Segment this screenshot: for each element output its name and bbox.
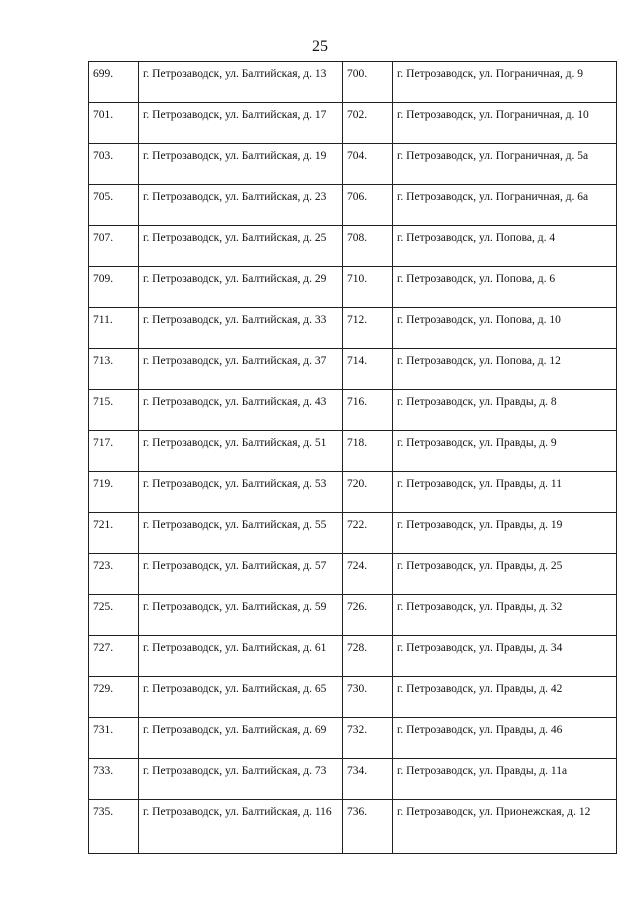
address-left: г. Петрозаводск, ул. Балтийская, д. 33 (139, 308, 343, 349)
row-number-left: 719. (89, 472, 139, 513)
row-number-right: 736. (343, 800, 393, 854)
row-number-right: 716. (343, 390, 393, 431)
address-right: г. Петрозаводск, ул. Правды, д. 8 (393, 390, 617, 431)
address-right: г. Петрозаводск, ул. Правды, д. 11а (393, 759, 617, 800)
row-number-left: 735. (89, 800, 139, 854)
row-number-right: 700. (343, 62, 393, 103)
row-number-right: 718. (343, 431, 393, 472)
address-right: г. Петрозаводск, ул. Попова, д. 12 (393, 349, 617, 390)
address-right: г. Петрозаводск, ул. Правды, д. 9 (393, 431, 617, 472)
row-number-right: 732. (343, 718, 393, 759)
row-number-left: 715. (89, 390, 139, 431)
address-table (88, 61, 617, 854)
table-row (89, 144, 617, 185)
address-left: г. Петрозаводск, ул. Балтийская, д. 43 (139, 390, 343, 431)
address-right: г. Петрозаводск, ул. Правды, д. 34 (393, 636, 617, 677)
row-number-right: 726. (343, 595, 393, 636)
row-number-left: 725. (89, 595, 139, 636)
row-number-left: 727. (89, 636, 139, 677)
table-row (89, 718, 617, 759)
address-left: г. Петрозаводск, ул. Балтийская, д. 69 (139, 718, 343, 759)
address-left: г. Петрозаводск, ул. Балтийская, д. 73 (139, 759, 343, 800)
row-number-right: 706. (343, 185, 393, 226)
address-right: г. Петрозаводск, ул. Пограничная, д. 9 (393, 62, 617, 103)
row-number-left: 705. (89, 185, 139, 226)
page-number: 25 (312, 38, 328, 55)
address-right: г. Петрозаводск, ул. Правды, д. 19 (393, 513, 617, 554)
row-number-right: 704. (343, 144, 393, 185)
table-row (89, 185, 617, 226)
address-left: г. Петрозаводск, ул. Балтийская, д. 57 (139, 554, 343, 595)
address-right: г. Петрозаводск, ул. Прионежская, д. 12 (393, 800, 617, 854)
address-left: г. Петрозаводск, ул. Балтийская, д. 17 (139, 103, 343, 144)
address-right: г. Петрозаводск, ул. Попова, д. 10 (393, 308, 617, 349)
address-right: г. Петрозаводск, ул. Правды, д. 42 (393, 677, 617, 718)
row-number-left: 729. (89, 677, 139, 718)
row-number-right: 728. (343, 636, 393, 677)
address-left: г. Петрозаводск, ул. Балтийская, д. 23 (139, 185, 343, 226)
address-left: г. Петрозаводск, ул. Балтийская, д. 25 (139, 226, 343, 267)
table-row (89, 759, 617, 800)
row-number-right: 720. (343, 472, 393, 513)
address-right: г. Петрозаводск, ул. Пограничная, д. 6а (393, 185, 617, 226)
row-number-right: 702. (343, 103, 393, 144)
table-row (89, 800, 617, 854)
row-number-right: 730. (343, 677, 393, 718)
table-row (89, 267, 617, 308)
table-row (89, 103, 617, 144)
row-number-right: 734. (343, 759, 393, 800)
address-left: г. Петрозаводск, ул. Балтийская, д. 37 (139, 349, 343, 390)
row-number-left: 709. (89, 267, 139, 308)
table-row (89, 390, 617, 431)
table-row (89, 349, 617, 390)
row-number-right: 714. (343, 349, 393, 390)
address-right: г. Петрозаводск, ул. Попова, д. 4 (393, 226, 617, 267)
address-left: г. Петрозаводск, ул. Балтийская, д. 53 (139, 472, 343, 513)
row-number-right: 708. (343, 226, 393, 267)
table-row (89, 226, 617, 267)
address-left: г. Петрозаводск, ул. Балтийская, д. 61 (139, 636, 343, 677)
address-right: г. Петрозаводск, ул. Правды, д. 32 (393, 595, 617, 636)
table-row (89, 62, 617, 103)
row-number-left: 713. (89, 349, 139, 390)
row-number-left: 721. (89, 513, 139, 554)
row-number-left: 707. (89, 226, 139, 267)
address-left: г. Петрозаводск, ул. Балтийская, д. 29 (139, 267, 343, 308)
row-number-left: 717. (89, 431, 139, 472)
row-number-left: 711. (89, 308, 139, 349)
table-row (89, 431, 617, 472)
row-number-right: 722. (343, 513, 393, 554)
table-row (89, 513, 617, 554)
table-row (89, 554, 617, 595)
table-row (89, 472, 617, 513)
row-number-left: 731. (89, 718, 139, 759)
address-right: г. Петрозаводск, ул. Правды, д. 25 (393, 554, 617, 595)
table-row (89, 636, 617, 677)
address-left: г. Петрозаводск, ул. Балтийская, д. 51 (139, 431, 343, 472)
address-right: г. Петрозаводск, ул. Попова, д. 6 (393, 267, 617, 308)
address-right: г. Петрозаводск, ул. Пограничная, д. 5а (393, 144, 617, 185)
row-number-left: 723. (89, 554, 139, 595)
table-row (89, 595, 617, 636)
address-right: г. Петрозаводск, ул. Пограничная, д. 10 (393, 103, 617, 144)
row-number-left: 733. (89, 759, 139, 800)
table-row (89, 677, 617, 718)
address-left: г. Петрозаводск, ул. Балтийская, д. 116 (139, 800, 343, 854)
address-left: г. Петрозаводск, ул. Балтийская, д. 19 (139, 144, 343, 185)
row-number-right: 710. (343, 267, 393, 308)
table-row (89, 308, 617, 349)
row-number-left: 701. (89, 103, 139, 144)
address-left: г. Петрозаводск, ул. Балтийская, д. 13 (139, 62, 343, 103)
row-number-left: 703. (89, 144, 139, 185)
row-number-right: 712. (343, 308, 393, 349)
address-right: г. Петрозаводск, ул. Правды, д. 46 (393, 718, 617, 759)
address-left: г. Петрозаводск, ул. Балтийская, д. 55 (139, 513, 343, 554)
row-number-right: 724. (343, 554, 393, 595)
address-left: г. Петрозаводск, ул. Балтийская, д. 65 (139, 677, 343, 718)
row-number-left: 699. (89, 62, 139, 103)
address-right: г. Петрозаводск, ул. Правды, д. 11 (393, 472, 617, 513)
address-left: г. Петрозаводск, ул. Балтийская, д. 59 (139, 595, 343, 636)
